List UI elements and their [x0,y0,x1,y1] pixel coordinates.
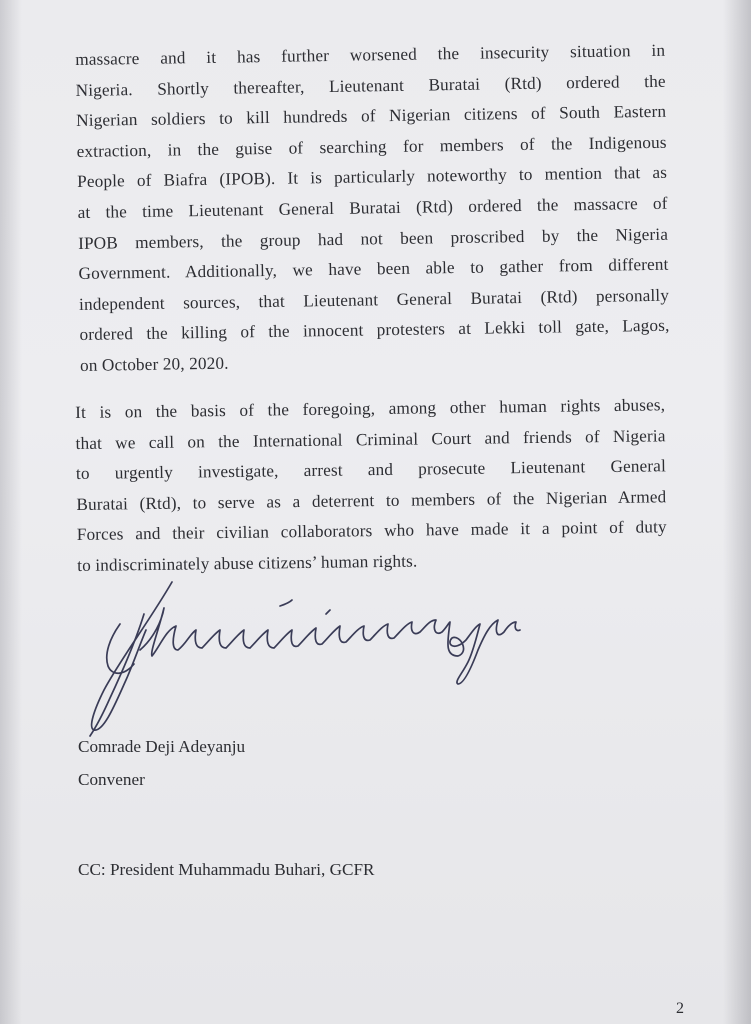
handwritten-signature [80,580,540,740]
text-line: It is on the basis of the foregoing, among other human rights abuses, [75,395,666,422]
text-line: to urgently investigate, arrest and prosecute Lieutenant General [75,456,667,484]
text-line: People of Biafra (IPOB). It is particularly noteworthy to mention that as [77,163,668,192]
text-line: that we call on the International Criminal Court and friends of Nigeria [75,425,666,453]
text-line: extraction, in the guise of searching for members of the Indigenous [76,132,667,161]
text-line: to indiscriminately abuse citizens’ human rights. [77,551,418,575]
text-line: Forces and their civilian collaborators who have made it a point of duty [76,517,667,545]
text-line: Buratai (Rtd), to serve as a deterrent to members of the Nigerian Armed [76,487,667,514]
text-line: massacre and it has further worsened the insecurity situation in [75,40,666,69]
text-line: ordered the killing of the innocent protesters at Lekki toll gate, Lagos, [79,316,670,345]
text-line: Nigeria. Shortly thereafter, Lieutenant Buratai (Rtd) ordered the [75,71,666,100]
text-line: at the time Lieutenant General Buratai (Rtd) ordered the massacre of [77,193,668,222]
text-line: on October 20, 2020. [79,353,229,375]
body-paragraph-1 [75,36,670,382]
page-number: 2 [676,1000,684,1017]
text-line: Government. Additionally, we have been able to gather from different [78,254,669,284]
text-line: Nigerian soldiers to kill hundreds of Nigerian citizens of South Eastern [76,101,667,131]
text-line: independent sources, that Lieutenant General Buratai (Rtd) personally [78,285,670,314]
signatory-name: Comrade Deji Adeyanju [78,737,246,756]
body-paragraph-2 [75,390,667,581]
signatory-title: Convener [78,770,145,789]
cc-line: CC: President Muhammadu Buhari, GCFR [78,860,375,879]
text-line: IPOB members, the group had not been proscribed by the Nigeria [77,224,669,253]
